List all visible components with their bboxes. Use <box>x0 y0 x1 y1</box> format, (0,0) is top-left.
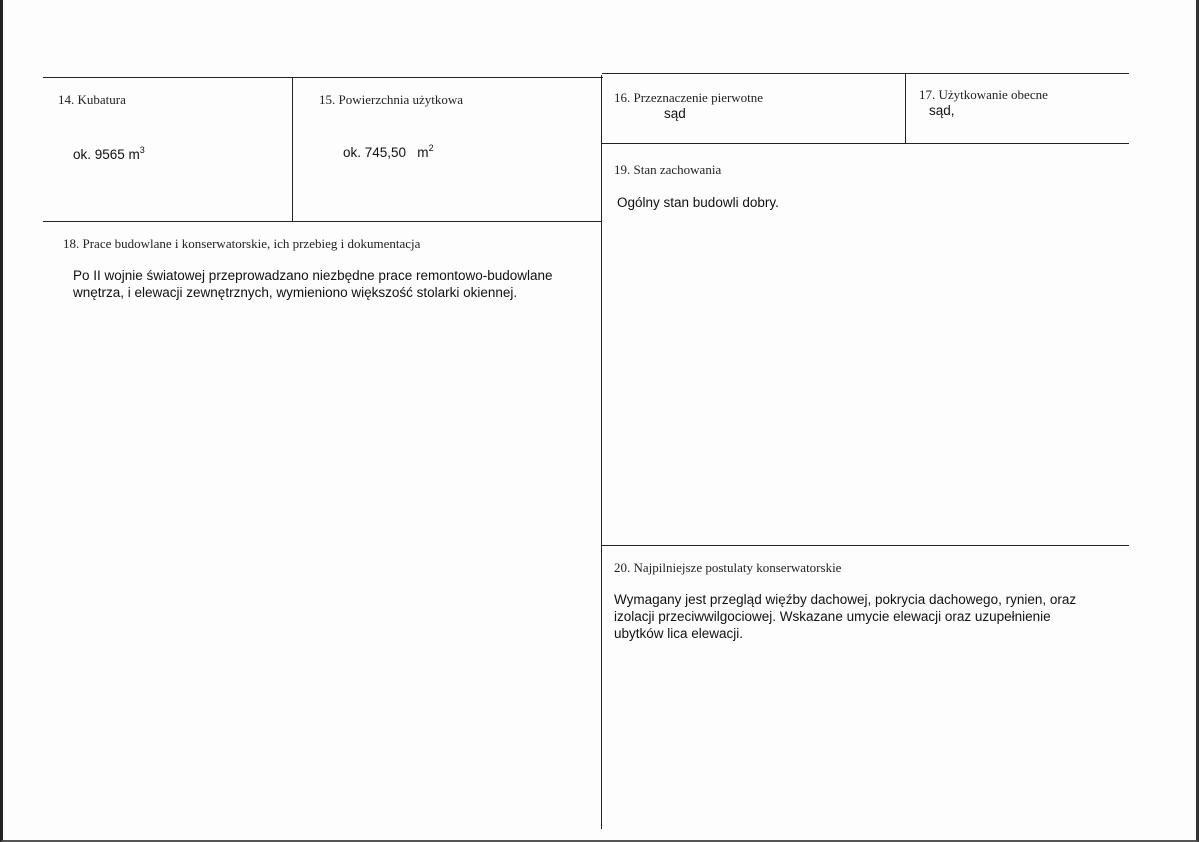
prace-line: Po II wojnie światowej przeprowadzano niezbędne prace remontowo-budowlane <box>73 268 553 283</box>
main-column-divider <box>601 75 602 829</box>
top-rule-left <box>43 77 603 78</box>
divider-16-17 <box>905 73 906 144</box>
stan-value: Ogólny stan budowli dobry. <box>617 195 779 210</box>
rule-above-20 <box>602 545 1129 546</box>
kubatura-label: 14. Kubatura <box>58 92 126 107</box>
top-rule-right <box>602 73 1129 74</box>
kubatura-value <box>73 145 145 162</box>
prace-text <box>73 267 553 301</box>
uzytkowanie-label: 17. Użytkowanie obecne <box>919 87 1048 102</box>
powierzchnia-value <box>343 143 434 160</box>
prace-label: 18. Prace budowlane i konserwatorskie, ich przebieg i dokumentacja <box>63 236 421 251</box>
uzytkowanie-value: sąd, <box>929 103 955 118</box>
kubatura-value-text: ok. 9565 m <box>73 147 140 162</box>
postulaty-text <box>614 591 1076 642</box>
przeznaczenie-value: sąd <box>664 106 686 121</box>
powierzchnia-value-text: ok. 745,50 m <box>343 145 429 160</box>
rule-below-16-17 <box>602 143 1129 144</box>
kubatura-unit-exponent: 3 <box>139 145 145 155</box>
stan-label: 19. Stan zachowania <box>614 162 722 177</box>
powierzchnia-label: 15. Powierzchnia użytkowa <box>319 92 464 107</box>
prace-line: wnętrza, i elewacji zewnętrznych, wymieniono większość stolarki okiennej. <box>73 285 518 300</box>
rule-below-14-15 <box>43 221 602 222</box>
przeznaczenie-label: 16. Przeznaczenie pierwotne <box>614 90 764 105</box>
powierzchnia-unit-exponent: 2 <box>428 143 434 153</box>
divider-14-15 <box>292 77 293 221</box>
postulaty-line: izolacji przeciwwilgociowej. Wskazane umycie elewacji oraz uzupełnienie <box>614 609 1051 624</box>
postulaty-line: Wymagany jest przegląd więźby dachowej, pokrycia dachowego, rynien, oraz <box>614 592 1077 607</box>
postulaty-line: ubytków lica elewacji. <box>614 626 744 641</box>
postulaty-label: 20. Najpilniejsze postulaty konserwatorskie <box>614 560 842 575</box>
